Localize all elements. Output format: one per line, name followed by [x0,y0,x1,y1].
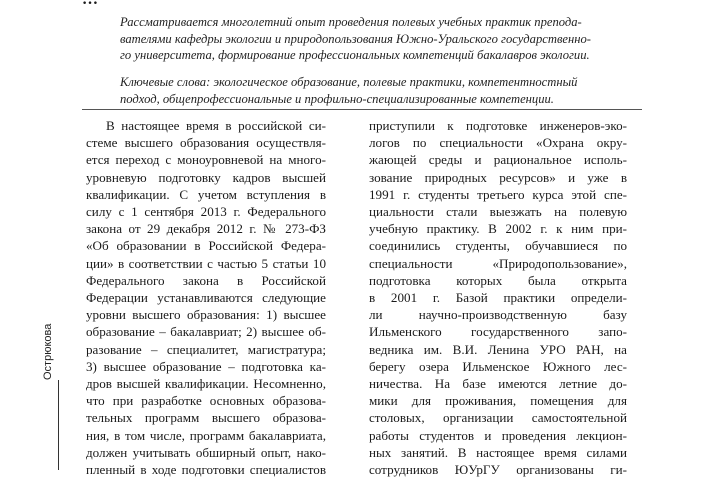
text-line: ных занятий. В настоящее время силами [369,444,627,460]
text-line: мики для проживания, помещения для [369,393,627,409]
body-column-right [369,117,627,478]
text-line: пленный в ходе подготовки специалистов [86,462,326,478]
text-line: циальности стали выезжать на полевую [369,204,627,220]
running-author-label: Острюкова [42,323,54,380]
text-line: ведника им. В.И. Ленина УРО РАН, на [369,341,627,357]
text-line: образование – бакалавриат; 2) высшее об- [86,324,326,340]
text-line: подготовка которых была открыта [369,272,627,288]
page-header-fragment [82,0,98,9]
text-line: логов по специальности «Охрана окру- [369,135,627,151]
body-column-left [86,117,326,478]
text-line: жающей среды и рациональное исполь- [369,152,627,168]
text-line: квалификации. С учетом вступления в [86,186,326,202]
text-line: дров высшей квалификации. Несомненно, [86,376,326,392]
text-line: соединились студенты, обучавшиеся по [369,238,627,254]
text-line: ничества. На базе имеются летние до- [369,376,627,392]
abstract [120,14,630,64]
text-line: 3) высшее образование – подготовка ка- [86,358,326,374]
text-line: стеме высшего образования осуществля- [86,135,326,151]
text-line: должен учитывать обширный опыт, нако- [86,444,326,460]
text-line: «Об образовании в Российской Федера- [86,238,326,254]
text-line: Ильменского государственного запо- [369,324,627,340]
text-line: В настоящее время в российской си- [106,118,326,133]
text-line: уровневую подготовку кадров высшей [86,169,326,185]
keywords [120,74,630,107]
text-line: закона от 29 декабря 2012 г. № 273-ФЗ [86,221,326,237]
abstract-line: вателями кафедры экологии и природопользования Южно-Уральского государственно- [120,31,591,46]
abstract-line: Рассматривается многолетний опыт проведения полевых учебных практик препода- [120,15,582,29]
text-line: ется переход с моноуровневой на много- [86,152,326,168]
text-line: разование – специалитет, магистратура; [86,341,326,357]
text-line: учебную практику. В 2002 г. к ним при- [369,221,627,237]
text-line: ния, в том числе, программ бакалавриата, [86,427,326,443]
keywords-line: Ключевые слова: экологическое образование, полевые практики, компетентностный [120,75,578,89]
text-line: Федерации устанавливаются следующие [86,290,326,306]
text-line: работы студентов и проведения лекцион- [369,427,627,443]
text-line: силу с 1 сентября 2013 г. Федерального [86,204,326,220]
text-line: уровни высшего образования: 1) высшее [86,307,326,323]
text-line: берегу озера Ильменское Южного лес- [369,358,627,374]
abstract-line: го университета, формирование профессиональных компетенций бакалавров экологии. [120,48,590,63]
text-line: специальности «Природопользование», [369,255,627,271]
text-line: в 2001 г. Базой практики определи- [369,290,627,306]
text-line: Федерального закона в Российской [86,272,326,288]
text-line: столовых, организации самостоятельной [369,410,627,426]
keywords-line: подход, общепрофессиональные и профильно-специализированные компетенции. [120,91,554,106]
text-line: 1991 г. студенты третьего курса этой спе- [369,186,627,202]
section-divider [82,109,642,110]
text-line: ции» в соответствии с частью 5 статьи 10 [86,255,326,271]
text-line: что при разработке основных образова- [86,393,326,409]
text-line: сотрудников ЮУрГУ организованы ги- [369,462,627,478]
text-line: тельных программ высшего образова- [86,410,326,426]
text-line: приступили к подготовке инженеров-эко- [369,118,627,133]
text-line: зование природных ресурсов» и уже в [369,169,627,185]
text-line: ли научно-производственную базу [369,307,627,323]
margin-rule [58,380,59,470]
